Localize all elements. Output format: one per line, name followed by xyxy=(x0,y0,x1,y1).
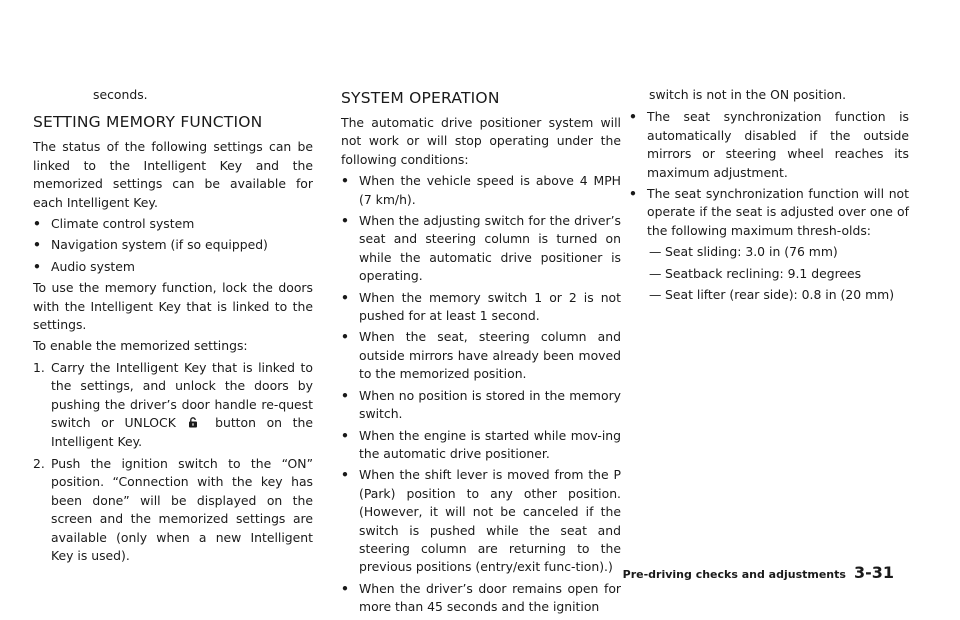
threshold-text: Seatback reclining: 9.1 degrees xyxy=(665,265,862,281)
bullet-marker: • xyxy=(33,258,41,274)
intro-paragraph: The status of the following settings can be linked to the Intelligent Key and the memorized settings can be available for each Intelligent Key. xyxy=(33,139,313,210)
bullet-marker: • xyxy=(33,216,41,232)
dash-marker: — xyxy=(649,287,662,303)
bullet-text: The seat synchronization function will not operate if the seat is adjusted over one of the following maximum thresh-olds: xyxy=(647,186,909,238)
list-item xyxy=(341,212,621,286)
bullet-marker: • xyxy=(341,427,349,443)
bullet-text: Climate control system xyxy=(51,216,195,232)
step-text-after: button on the Intelligent Key. xyxy=(51,415,314,449)
section-heading-memory: SETTING MEMORY FUNCTION xyxy=(33,113,263,132)
bullet-text: When the shift lever is moved from the P (Park) position to any other position. (However, it will not be canceled if the switch is pushed while the seat and steering column are returning to the previous positions (entry/exit func-tion).) xyxy=(359,467,621,575)
step-number: 2. xyxy=(33,455,45,471)
step-text: Carry the Intelligent Key that is linked to the settings, and unlock the doors by pushing the driver’s door handle re-quest switch or UNLOCK xyxy=(51,359,313,431)
bullet-marker: • xyxy=(341,173,349,189)
dash-marker: — xyxy=(649,265,662,281)
list-item xyxy=(629,185,909,240)
column-left xyxy=(33,86,313,569)
bullet-text: When the memory switch 1 or 2 is not pushed for at least 1 second. xyxy=(359,289,621,324)
bullet-text: When the seat, steering column and outside mirrors have already been moved to the memorized position. xyxy=(359,329,621,382)
bullet-text: When the driver’s door remains open for more than 45 seconds and the ignition xyxy=(359,580,621,615)
step-text: Push the ignition switch to the “ON” position. “Connection with the key has been done” will be displayed on the screen and the memorized settings are available (only when a new Intelligent Key is used). xyxy=(51,455,313,563)
page-number: 3-31 xyxy=(853,563,894,582)
list-item xyxy=(33,258,313,276)
condition-list xyxy=(341,172,621,616)
threshold-text: Seat sliding: 3.0 in (76 mm) xyxy=(665,244,838,260)
bullet-marker: • xyxy=(629,109,637,125)
bullet-text: When the engine is started while mov-ing the automatic drive positioner. xyxy=(359,427,621,461)
bullet-text: When no position is stored in the memory switch. xyxy=(359,387,621,422)
threshold-item xyxy=(629,265,909,283)
intro-paragraph: The automatic drive positioner system will not work or will stop operating under the following conditions: xyxy=(341,115,621,167)
enable-paragraph: To enable the memorized settings: xyxy=(33,338,248,354)
bullet-text: Audio system xyxy=(51,258,135,274)
bullet-marker: • xyxy=(341,387,349,403)
list-item xyxy=(33,236,313,254)
list-item xyxy=(341,580,621,617)
use-paragraph: To use the memory function, lock the doors with the Intelligent Key that is linked to the settings. xyxy=(33,280,313,333)
unlock-key-icon xyxy=(188,417,198,428)
step-item xyxy=(33,359,313,451)
list-item xyxy=(341,387,621,424)
column-right xyxy=(629,86,909,307)
threshold-text: Seat lifter (rear side): 0.8 in (20 mm) xyxy=(665,287,895,303)
list-item xyxy=(341,427,621,464)
section-heading-system-operation: SYSTEM OPERATION xyxy=(341,89,500,107)
continuation-text: switch is not in the ON position. xyxy=(649,87,847,102)
footer-section-title: Pre-driving checks and adjustments xyxy=(622,568,846,581)
bullet-marker: • xyxy=(341,329,349,345)
bullet-marker: • xyxy=(341,213,349,229)
bullet-text: When the vehicle speed is above 4 MPH (7 km/h). xyxy=(359,173,621,207)
step-item xyxy=(33,455,313,565)
list-item xyxy=(629,108,909,182)
bullet-text: Navigation system (if so equipped) xyxy=(51,237,268,253)
bullet-marker: • xyxy=(341,289,349,305)
bullet-text: When the adjusting switch for the driver’s seat and steering column is turned on while the automatic drive positioner is operating. xyxy=(359,213,621,284)
list-item xyxy=(341,289,621,326)
threshold-item xyxy=(629,286,909,304)
continuation-text: seconds. xyxy=(93,87,148,102)
list-item xyxy=(33,215,313,233)
threshold-item xyxy=(629,243,909,261)
bullet-marker: • xyxy=(629,186,637,202)
column-middle xyxy=(341,86,621,620)
step-number: 1. xyxy=(33,359,45,375)
list-item xyxy=(341,328,621,383)
bullet-marker: • xyxy=(341,467,349,483)
list-item xyxy=(341,466,621,576)
bullet-marker: • xyxy=(341,580,349,596)
dash-marker: — xyxy=(649,244,662,260)
page-footer xyxy=(623,563,894,582)
list-item xyxy=(341,172,621,209)
bullet-marker: • xyxy=(33,237,41,253)
bullet-text: The seat synchronization function is automatically disabled if the outside mirrors or steering wheel reaches its maximum adjustment. xyxy=(647,109,909,180)
